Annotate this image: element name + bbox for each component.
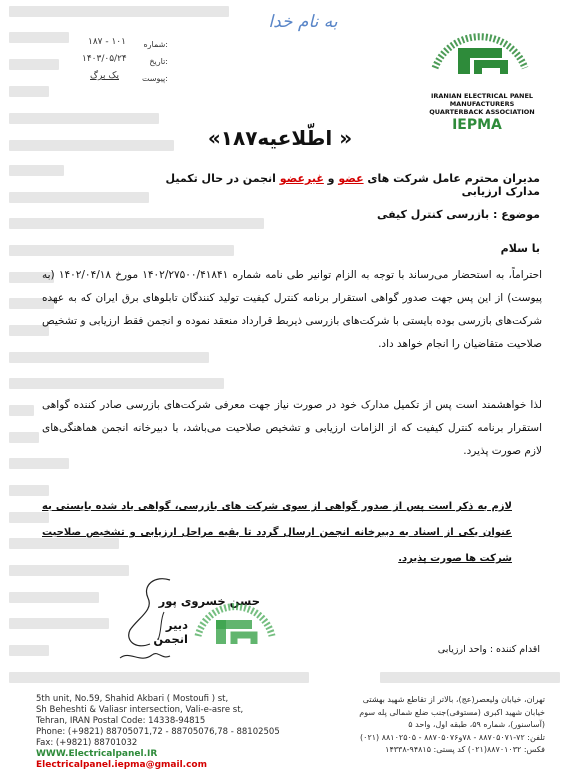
addressee-prefix: مدیران محترم عامل شرکت های — [363, 172, 540, 185]
action-unit: اقدام کننده : واحد ارزیابی — [437, 644, 540, 655]
meta-date-label: تاریخ: — [149, 57, 168, 66]
footer-website[interactable]: WWW.Electricalpanel.IR — [36, 749, 158, 759]
meta-number-value: ۱۸۷ - ۱۰۱ — [88, 37, 126, 47]
footer-en-line: Sh Beheshti & Valiasr intersection, Vali-e-asre st, — [36, 705, 244, 715]
footer-en-line: Fax: (+9821) 88701032 — [36, 738, 138, 748]
footer-en-line: Phone: (+9821) 88705071,72 - 88705076,78 - 88102505 — [36, 727, 280, 737]
footer-fa-line: فکس: ۸۸۷۰۱۰۳۲(۰۲۱) کد پستی: ۹۴۸۱۵-۱۴۳۳۸ — [385, 745, 545, 754]
addressee-nonmember: غیرعضو — [279, 172, 324, 185]
signer-role: دبیر انجمن — [153, 618, 188, 646]
footer-fa-line: (آساسنور)، شماره ۵۹، طبقه اول، واحد ۵ — [408, 720, 545, 729]
notice-bold-paragraph: لازم به ذکر است پس از صدور گواهی از سوی شرکت های بازرسی، گواهی یاد شده بایستی به عنوان یکی از اسناد به دبیرخانه انجمن ارسال گردد تا بقیه مراحل ارزیابی و تشخیص صلاحیت شرکت ها صورت پذیرد. — [42, 501, 512, 564]
footer-email[interactable]: Electricalpanel.iepma@gmail.com — [36, 760, 207, 770]
notice-title: « اطّلاعیه۱۸۷» — [207, 126, 353, 150]
footer-en-line: Tehran, IRAN Postal Code: 14338-94815 — [36, 716, 206, 726]
footer-en-line: 5th unit, No.59, Shahid Akbari ( Mostoufi ) st, — [36, 694, 229, 704]
body-paragraph-1: احتراماً، به استحضار می‌رساند با توجه به الزام توانیر طی نامه شماره ۱۴۰۲/۲۷۵۰۰/۴۱۸۴۱ مورخ ۱۴۰۲/۰۴/۱۸ (به پیوست) از این پس جهت صدور گواهی استقرار برنامه کنترل کیفیت تولید کنندگان تابلوهای برق ایران که به عهده شرکت‌های بازرسی بوده بایستی با شرکت‌های بازرسی ذیربط قرارداد منعقد نموده و انجمن فقط ارزیابی و تشخیص صلاحیت متقاضیان را انجام خواهد داد. — [42, 269, 542, 350]
meta-number-label: شماره: — [143, 40, 168, 49]
logo-abbr: IEPMA — [452, 117, 502, 133]
logo-line2: MANUFACTURERS — [449, 100, 515, 108]
addressee-member: عضو — [338, 172, 364, 185]
footer-fa — [320, 694, 545, 757]
footer-fa-line: تلفن: ۷۲-۸۸۷۰۵۰۷۱ - ۷۸و۸۸۷۰۵۰۷۶ - ۸۸۱۰۲۵۰۵ (۰۲۱) — [360, 732, 545, 742]
meta-attachment-label: پیوست: — [141, 74, 168, 83]
footer-en — [36, 694, 296, 771]
footer-fa-line: تهران، خیابان ولیعصر(عج)، بالاتر از تقاطع شهید بهشتی — [362, 695, 545, 704]
footer-fa-line: خیابان شهید اکبری (مستوفی)جنب ضلع شمالی پله سوم — [359, 707, 545, 717]
meta-date-value: ۱۴۰۳/۰۵/۲۴ — [82, 54, 127, 64]
greeting: با سلام — [500, 242, 540, 255]
addressee-and: و — [323, 172, 339, 185]
body-paragraph-2: لذا خواهشمند است پس از تکمیل مدارک خود در صورت نیاز جهت معرفی شرکت‌های بازرسی صادر کننده گواهی استقرار برنامه کنترل کیفیت که از الزامات ارزیابی و تشخیص صلاحیت می‌باشد، با دبیرخانه انجمن هماهنگی‌های لازم صورت پذیرد. — [42, 399, 542, 457]
meta-attachment-value: یک برگ — [90, 71, 119, 81]
logo-line3: QUARTERBACK ASSOCIATION — [429, 108, 535, 116]
bismillah: به نام خدا — [268, 12, 338, 32]
subject-line: موضوع : بازرسی کنترل کیفی — [376, 208, 540, 221]
logo-line1: IRANIAN ELECTRICAL PANEL — [430, 92, 534, 100]
signer-name: حسن خسروی پور — [158, 594, 260, 608]
addressee-suffix: انجمن در حال تکمیل مدارک ارزیابی — [165, 172, 540, 198]
addressee-line — [150, 172, 540, 198]
